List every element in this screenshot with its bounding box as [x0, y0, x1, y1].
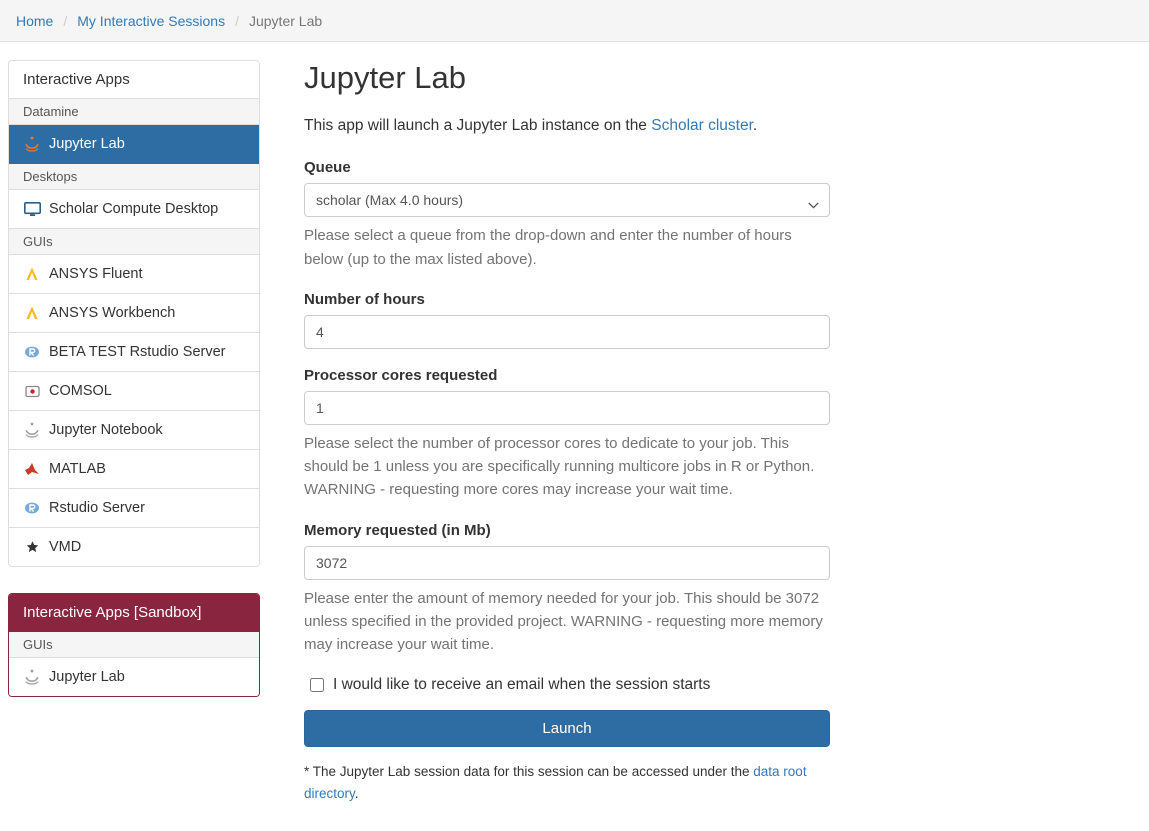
panel-title-interactive-apps: Interactive Apps: [9, 61, 259, 99]
sidebar-item-rstudio-server[interactable]: [9, 489, 259, 528]
jupyter-icon: [23, 421, 41, 439]
field-group-memory: [304, 522, 830, 657]
app-description: [304, 114, 830, 137]
ansys-icon: [23, 265, 41, 283]
cores-input[interactable]: [304, 391, 830, 425]
field-group-queue: [304, 159, 830, 271]
sidebar-group-desktops: Desktops: [9, 164, 259, 190]
page-body: [0, 42, 1149, 804]
ansys-icon: [23, 304, 41, 322]
panel-interactive-apps: [8, 60, 260, 567]
rstudio-icon: [23, 343, 41, 361]
sidebar-item-label: COMSOL: [49, 383, 112, 399]
sidebar-item-beta-test-rstudio-server[interactable]: [9, 333, 259, 372]
session-data-footnote: [304, 761, 830, 804]
queue-help-text: Please select a queue from the drop-down and enter the number of hours below (up to the max listed above).: [304, 227, 792, 268]
sidebar-item-label: BETA TEST Rstudio Server: [49, 344, 226, 360]
sidebar-item-label: Jupyter Notebook: [49, 422, 163, 438]
memory-label: Memory requested (in Mb): [304, 521, 491, 539]
email-notification-label: I would like to receive an email when the session starts: [333, 676, 711, 694]
sidebar-list-sandbox: [9, 632, 259, 696]
sidebar-item-label: Jupyter Lab: [49, 669, 125, 685]
sidebar-item-label: ANSYS Fluent: [49, 266, 143, 282]
cores-label: Processor cores requested: [304, 366, 498, 384]
sidebar-group-datamine: Datamine: [9, 99, 259, 125]
matlab-icon: [23, 460, 41, 478]
app-description-suffix: .: [752, 117, 758, 134]
sidebar-item-label: Jupyter Lab: [49, 136, 125, 152]
field-group-hours: [304, 291, 830, 349]
sidebar-item-ansys-fluent[interactable]: [9, 255, 259, 294]
field-group-cores: [304, 367, 830, 502]
email-notification-row[interactable]: [310, 676, 830, 694]
vmd-icon: [23, 538, 41, 556]
sidebar-group-guis-sandbox: GUIs: [9, 632, 259, 658]
sidebar-item-comsol[interactable]: [9, 372, 259, 411]
queue-label: Queue: [304, 159, 351, 177]
scholar-cluster-link[interactable]: Scholar cluster: [651, 117, 753, 134]
desktop-icon: [23, 200, 41, 218]
page-title: Jupyter Lab: [304, 60, 466, 95]
comsol-icon: [23, 382, 41, 400]
breadcrumb: [0, 0, 1149, 42]
breadcrumb-item-my-interactive-sessions[interactable]: My Interactive Sessions: [77, 12, 226, 29]
jupyter-icon: [23, 135, 41, 153]
queue-select[interactable]: [304, 183, 830, 217]
panel-title-interactive-apps-sandbox: Interactive Apps [Sandbox]: [9, 594, 259, 632]
app-description-text: This app will launch a Jupyter Lab instance on the: [304, 117, 652, 134]
sidebar-item-jupyter-notebook[interactable]: [9, 411, 259, 450]
sidebar-item-label: Scholar Compute Desktop: [49, 201, 219, 217]
rstudio-icon: [23, 499, 41, 517]
footnote-suffix: .: [354, 785, 359, 801]
sidebar-item-jupyter-lab-sandbox[interactable]: [9, 658, 259, 696]
sidebar-item-vmd[interactable]: [9, 528, 259, 566]
cores-help-text: Please select the number of processor cores to dedicate to your job. This should be 1 unless you are specifically running multicore jobs in R or Python. WARNING - requesting more cores may increase your wait time.: [304, 434, 815, 499]
breadcrumb-item-current: Jupyter Lab: [248, 12, 323, 29]
jupyter-icon: [23, 668, 41, 686]
data-root-directory-link[interactable]: data root directory: [304, 764, 807, 801]
sidebar-item-label: VMD: [49, 539, 82, 555]
footnote-text: * The Jupyter Lab session data for this session can be accessed under the: [304, 764, 754, 780]
sidebar-item-ansys-workbench[interactable]: [9, 294, 259, 333]
memory-help-text: Please enter the amount of memory needed for your job. This should be 3072 unless specified in the provided project. WARNING - requesting more memory may increase your wait time.: [304, 589, 823, 653]
sidebar-item-label: ANSYS Workbench: [49, 305, 176, 321]
launch-button[interactable]: Launch: [304, 710, 830, 747]
sidebar-item-scholar-compute-desktop[interactable]: [9, 190, 259, 229]
sidebar-item-matlab[interactable]: [9, 450, 259, 489]
sidebar: [8, 60, 260, 723]
sidebar-item-label: MATLAB: [49, 461, 106, 477]
hours-label: Number of hours: [304, 290, 425, 308]
breadcrumb-item-home[interactable]: Home: [16, 12, 54, 29]
email-notification-checkbox[interactable]: [310, 678, 324, 692]
main-content: [260, 60, 860, 804]
panel-interactive-apps-sandbox: [8, 593, 260, 697]
hours-input[interactable]: [304, 315, 830, 349]
sidebar-item-jupyter-lab[interactable]: [9, 125, 259, 164]
breadcrumb-separator: /: [235, 12, 239, 29]
sidebar-item-label: Rstudio Server: [49, 500, 145, 516]
breadcrumb-separator: /: [63, 12, 68, 29]
memory-input[interactable]: [304, 546, 830, 580]
sidebar-group-guis: GUIs: [9, 229, 259, 255]
sidebar-list-interactive-apps: [9, 99, 259, 566]
